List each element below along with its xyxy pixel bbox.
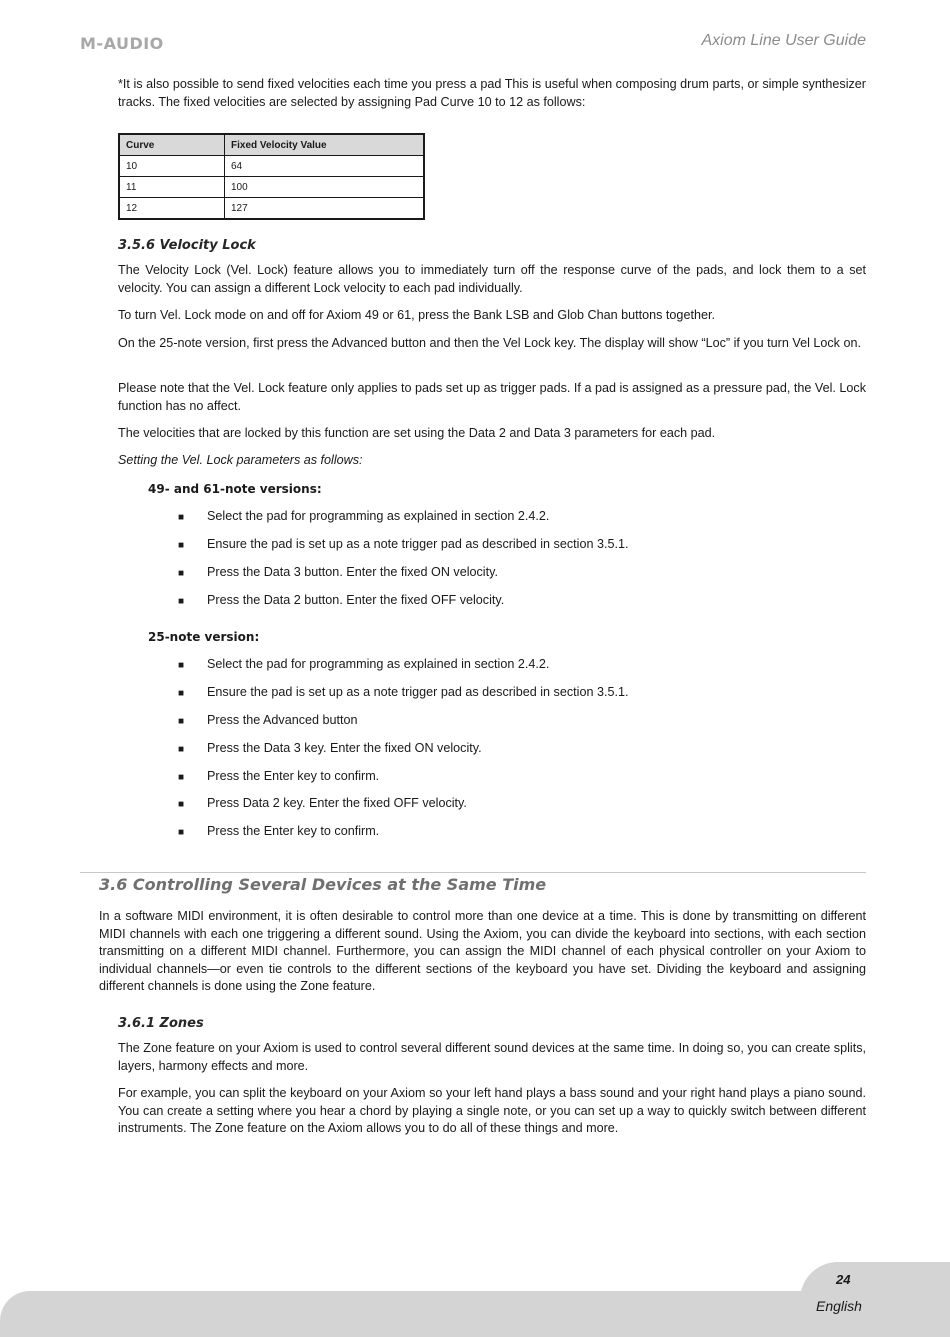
table-cell: 100 bbox=[225, 177, 425, 198]
controlling-paragraph: In a software MIDI environment, it is often desirable to control more than one device at a time. This is done by transmitting on different MIDI channels with each one triggering a different sound. Using the Axiom, you can divide the keyboard into sections, with each section transmitting on a different MIDI channel. Furthermore, you can assign the MIDI channel of each physical controller on your Axiom to individual channels—or even tie controls to the different sections of the keyboard you have set. Dividing the keyboard and assigning different channels is done using the Zone feature. bbox=[99, 909, 866, 993]
intro-paragraph: *It is also possible to send fixed velocities each time you press a pad This is useful when composing drum parts, or simple synthesizer tracks. The fixed velocities are selected by assigning Pad Curve 10 to 12 as follows: bbox=[118, 77, 866, 109]
zones-paragraph: The Zone feature on your Axiom is used to control several different sound devices at the same time. In doing so, you can create splits, layers, harmony effects and more. bbox=[118, 1041, 866, 1073]
table-row bbox=[119, 177, 424, 198]
list-item: Ensure the pad is set up as a note trigger pad as described in section 3.5.1. bbox=[207, 685, 629, 699]
zones-heading: 3.6.1 Zones bbox=[118, 1016, 204, 1031]
bullet-icon: ■ bbox=[178, 827, 185, 838]
velocity-lock-paragraph: To turn Vel. Lock mode on and off for Axiom 49 or 61, press the Bank LSB and Glob Chan buttons together. bbox=[118, 308, 715, 322]
setting-label: Setting the Vel. Lock parameters as follows: bbox=[118, 453, 363, 467]
list-item: Press the Data 3 button. Enter the fixed ON velocity. bbox=[207, 565, 498, 579]
list-item: Press the Data 2 button. Enter the fixed OFF velocity. bbox=[207, 593, 505, 607]
table-cell: 64 bbox=[225, 156, 425, 177]
bullet-icon: ■ bbox=[178, 716, 185, 727]
section-divider bbox=[80, 872, 866, 873]
velocity-lock-paragraph: The velocities that are locked by this function are set using the Data 2 and Data 3 parameters for each pad. bbox=[118, 426, 716, 440]
list-item: Press the Data 3 key. Enter the fixed ON velocity. bbox=[207, 741, 482, 755]
bullet-icon: ■ bbox=[178, 596, 185, 607]
bullet-icon: ■ bbox=[178, 568, 185, 579]
fixed-velocity-table bbox=[118, 133, 425, 220]
bullet-icon: ■ bbox=[178, 744, 185, 755]
list-item: Press the Enter key to confirm. bbox=[207, 769, 380, 783]
list-item: Select the pad for programming as explained in section 2.4.2. bbox=[207, 657, 550, 671]
brand-logo: M-AUDIO bbox=[80, 34, 164, 53]
table-cell: 11 bbox=[119, 177, 225, 198]
bullet-icon: ■ bbox=[178, 660, 185, 671]
bullet-icon: ■ bbox=[178, 772, 185, 783]
bullet-icon: ■ bbox=[178, 512, 185, 523]
table-header-row bbox=[119, 134, 424, 156]
group-49-61-title: 49- and 61-note versions: bbox=[148, 482, 322, 496]
bullet-icon: ■ bbox=[178, 540, 185, 551]
table-header-cell: Fixed Velocity Value bbox=[225, 134, 425, 156]
list-item: Press the Advanced button bbox=[207, 713, 358, 727]
list-item: Press Data 2 key. Enter the fixed OFF velocity. bbox=[207, 796, 467, 810]
guide-title: Axiom Line User Guide bbox=[701, 32, 866, 49]
group-25-title: 25-note version: bbox=[148, 630, 260, 644]
velocity-lock-paragraph: Please note that the Vel. Lock feature only applies to pads set up as trigger pads. If a pad is assigned as a pressure pad, the Vel. Lock function has no affect. bbox=[118, 381, 866, 413]
controlling-heading: 3.6 Controlling Several Devices at the Same Time bbox=[99, 875, 547, 894]
page-number: 24 bbox=[836, 1272, 851, 1287]
velocity-lock-heading: 3.5.6 Velocity Lock bbox=[118, 238, 256, 253]
bullet-icon: ■ bbox=[178, 688, 185, 699]
language-label: English bbox=[816, 1298, 862, 1314]
list-item: Ensure the pad is set up as a note trigger pad as described in section 3.5.1. bbox=[207, 537, 629, 551]
table-row bbox=[119, 156, 424, 177]
table-row bbox=[119, 198, 424, 220]
bullet-icon: ■ bbox=[178, 799, 185, 810]
zones-paragraph: For example, you can split the keyboard on your Axiom so your left hand plays a bass sound and your right hand plays a piano sound. You can create a setting where you hear a chord by playing a single note, or you can set up a way to quickly switch between different instruments. The Zone feature on the Axiom allows you to do all of these things and more. bbox=[118, 1086, 866, 1135]
list-item: Press the Enter key to confirm. bbox=[207, 824, 380, 838]
table-header-cell: Curve bbox=[119, 134, 225, 156]
list-item: Select the pad for programming as explained in section 2.4.2. bbox=[207, 509, 550, 523]
velocity-lock-paragraph: The Velocity Lock (Vel. Lock) feature allows you to immediately turn off the response curve of the pads, and lock them to a set velocity. You can assign a different Lock velocity to each pad individually. bbox=[118, 263, 866, 295]
velocity-lock-paragraph: On the 25-note version, first press the Advanced button and then the Vel Lock key. The display will show “Loc” if you turn Vel Lock on. bbox=[118, 336, 861, 350]
table-cell: 10 bbox=[119, 156, 225, 177]
table-cell: 12 bbox=[119, 198, 225, 220]
table-cell: 127 bbox=[225, 198, 425, 220]
